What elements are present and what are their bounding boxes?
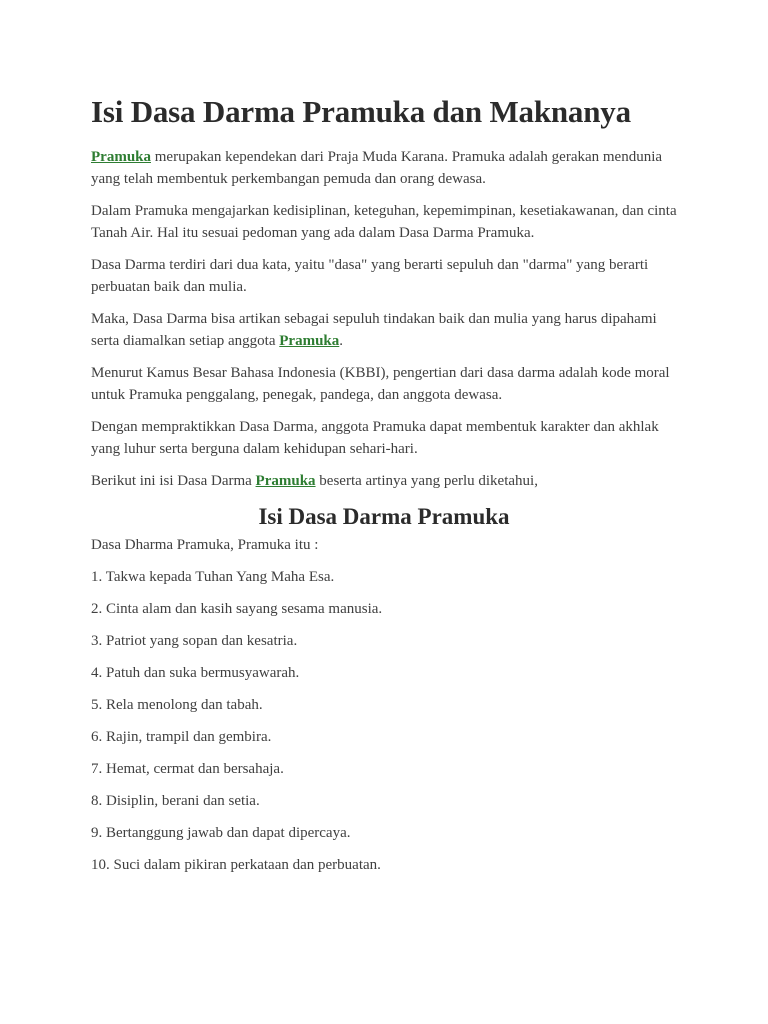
list-item: 9. Bertanggung jawab dan dapat dipercaya. [91, 825, 351, 841]
list-item: 10. Suci dalam pikiran perkataan dan perbuatan. [91, 857, 381, 873]
list-item: 2. Cinta alam dan kasih sayang sesama manusia. [91, 601, 383, 617]
list-item: 5. Rela menolong dan tabah. [91, 697, 263, 713]
list-intro: Dasa Dharma Pramuka, Pramuka itu : [91, 537, 319, 553]
list-item: 6. Rajin, trampil dan gembira. [91, 729, 272, 745]
paragraph-4-end: . [339, 333, 344, 349]
paragraph-1-text: merupakan kependekan dari Praja Muda Karana. Pramuka adalah gerakan mendunia yang telah membentuk perkembangan pemuda dan orang dewasa. [91, 149, 663, 187]
paragraph-3: Dasa Darma terdiri dari dua kata, yaitu "dasa" yang berarti sepuluh dan "darma" yang berarti perbuatan baik dan mulia. [91, 257, 649, 295]
paragraph-7 [91, 470, 677, 492]
section-heading: Isi Dasa Darma Pramuka [258, 504, 510, 529]
paragraph-7-text: Berikut ini isi Dasa Darma [91, 473, 256, 489]
pramuka-link-1[interactable]: Pramuka [91, 149, 151, 165]
paragraph-2: Dalam Pramuka mengajarkan kedisiplinan, keteguhan, kepemimpinan, kesetiakawanan, dan cinta Tanah Air. Hal itu sesuai pedoman yang ada dalam Dasa Darma Pramuka. [91, 203, 677, 241]
list-item: 4. Patuh dan suka bermusyawarah. [91, 665, 300, 681]
list-item: 8. Disiplin, berani dan setia. [91, 793, 260, 809]
paragraph-4-text: Maka, Dasa Darma bisa artikan sebagai sepuluh tindakan baik dan mulia yang harus dipahami serta diamalkan setiap anggota [91, 311, 657, 349]
paragraph-1 [91, 146, 677, 190]
pramuka-link-2[interactable]: Pramuka [279, 333, 340, 349]
dasa-darma-list [91, 566, 677, 876]
list-item: 7. Hemat, cermat dan bersahaja. [91, 761, 284, 777]
paragraph-6: Dengan mempraktikkan Dasa Darma, anggota Pramuka dapat membentuk karakter dan akhlak yang luhur serta berguna dalam kehidupan sehari-hari. [91, 419, 659, 457]
article-title: Isi Dasa Darma Pramuka dan Maknanya [91, 94, 631, 129]
pramuka-link-3[interactable]: Pramuka [255, 473, 316, 489]
article [91, 92, 677, 886]
list-item: 1. Takwa kepada Tuhan Yang Maha Esa. [91, 569, 335, 585]
paragraph-5: Menurut Kamus Besar Bahasa Indonesia (KBBI), pengertian dari dasa darma adalah kode moral untuk Pramuka penggalang, penegak, pandega, dan anggota dewasa. [91, 365, 670, 403]
paragraph-7-end: beserta artinya yang perlu diketahui, [315, 473, 538, 489]
list-item: 3. Patriot yang sopan dan kesatria. [91, 633, 298, 649]
paragraph-4 [91, 308, 677, 352]
